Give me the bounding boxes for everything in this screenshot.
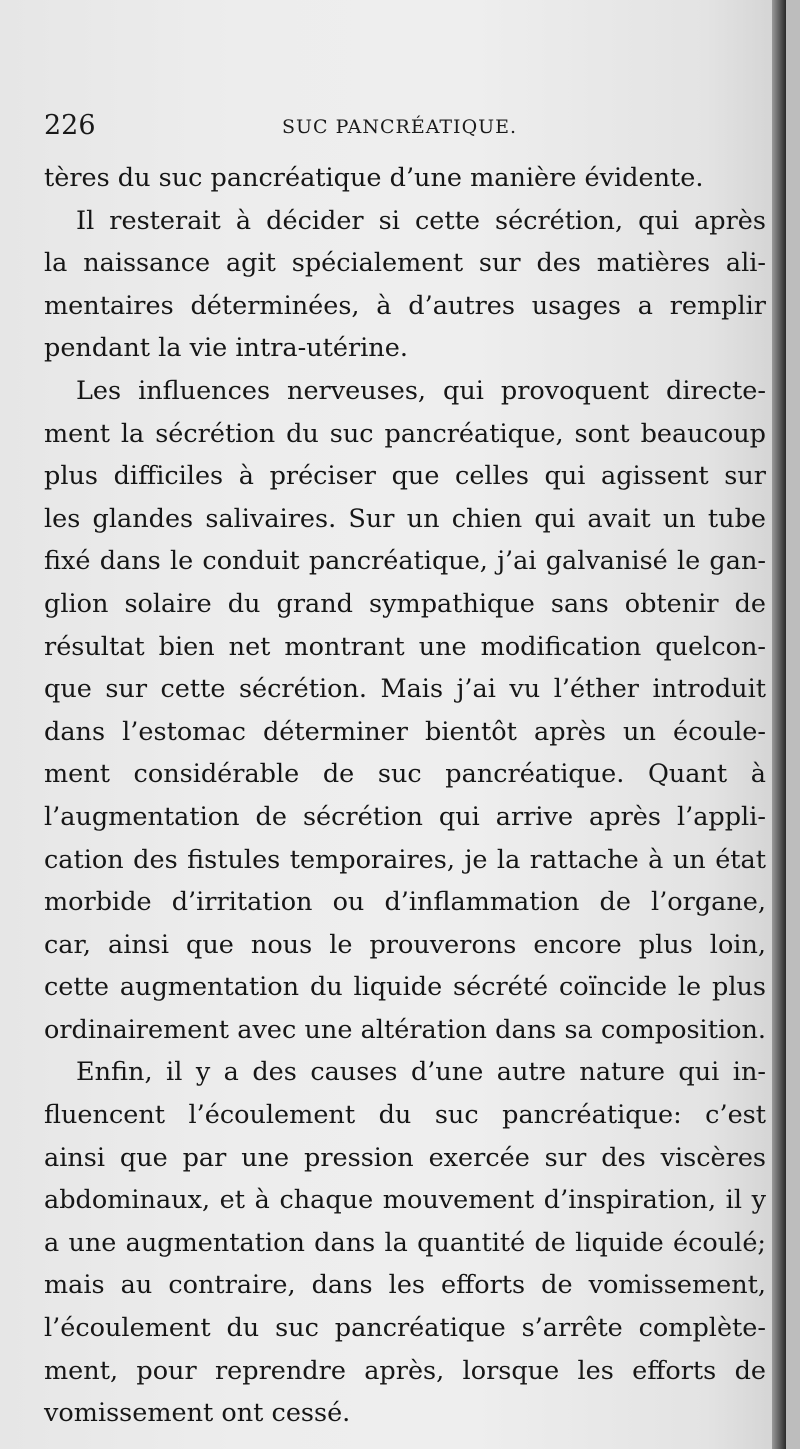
text-line: fixé dans le conduit pancréatique, j’ai galvanisé le gan- xyxy=(44,546,766,577)
text-line: cette augmentation du liquide sécrété coïncide le plus xyxy=(44,972,766,1003)
running-head: SUC PANCRÉATIQUE. xyxy=(282,116,518,138)
text-line: cation des fistules temporaires, je la rattache à un état xyxy=(44,844,766,875)
text-line: morbide d’irritation ou d’inflammation de l’organe, xyxy=(44,887,766,918)
text-line: abdominaux, et à chaque mouvement d’inspiration, il y xyxy=(44,1185,766,1216)
text-line: mais au contraire, dans les efforts de vomissement, xyxy=(44,1270,766,1301)
text-line: ment considérable de suc pancréatique. Quant à xyxy=(44,759,766,790)
text-line: tères du suc pancréatique d’une manière évidente. xyxy=(44,163,704,193)
text-line: l’écoulement du suc pancréatique s’arrête complète- xyxy=(44,1313,766,1344)
book-spine-shadow xyxy=(772,0,786,1449)
text-line: ment la sécrétion du suc pancréatique, sont beaucoup xyxy=(44,418,766,449)
text-line: a une augmentation dans la quantité de liquide écoulé; xyxy=(44,1227,766,1258)
page-number: 226 xyxy=(44,110,96,141)
text-line: ordinairement avec une altération dans sa composition. xyxy=(44,1014,766,1045)
text-line: Enfin, il y a des causes d’une autre nature qui in- xyxy=(76,1057,766,1088)
page-header xyxy=(44,110,744,150)
text-line: ainsi que par une pression exercée sur des viscères xyxy=(44,1142,766,1173)
body-text xyxy=(44,157,766,1435)
text-line: glion solaire du grand sympathique sans obtenir de xyxy=(44,588,766,619)
text-line: résultat bien net montrant une modification quelcon- xyxy=(44,631,766,662)
text-line: fluencent l’écoulement du suc pancréatique: c’est xyxy=(44,1100,766,1131)
text-line: les glandes salivaires. Sur un chien qui avait un tube xyxy=(44,503,766,534)
text-line: dans l’estomac déterminer bientôt après un écoule- xyxy=(44,716,766,747)
text-line: que sur cette sécrétion. Mais j’ai vu l’éther introduit xyxy=(44,674,766,705)
text-line: pendant la vie intra-utérine. xyxy=(44,333,408,364)
text-line: l’augmentation de sécrétion qui arrive après l’appli- xyxy=(44,801,766,832)
text-line: Il resterait à décider si cette sécrétion, qui après xyxy=(76,205,766,236)
text-line: Les influences nerveuses, qui provoquent directe- xyxy=(76,375,766,406)
text-line: la naissance agit spécialement sur des matières ali- xyxy=(44,248,766,279)
text-line: plus difficiles à préciser que celles qui agissent sur xyxy=(44,461,766,492)
text-line: car, ainsi que nous le prouverons encore plus loin, xyxy=(44,929,766,960)
text-line: ment, pour reprendre après, lorsque les efforts de xyxy=(44,1355,766,1386)
text-line: vomissement ont cessé. xyxy=(44,1398,351,1429)
text-line: mentaires déterminées, à d’autres usages a remplir xyxy=(44,290,766,321)
